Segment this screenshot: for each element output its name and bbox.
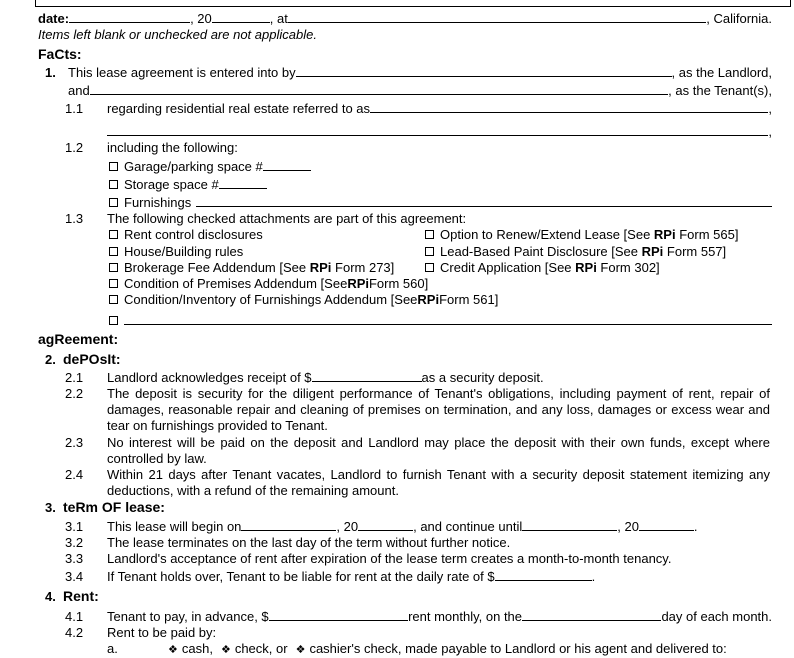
section-3-number: 3. <box>45 500 56 516</box>
credit-application-checkbox-icon[interactable] <box>425 263 434 272</box>
item-2-3-text: No interest will be paid on the deposit and Landlord may place the deposit with their own funds, except where controlled by law. <box>107 434 770 466</box>
brokerage-fee-label-post: Form 273] <box>331 259 395 275</box>
item-3-1-number: 3.1 <box>65 518 84 534</box>
year-prefix: , 20 <box>190 11 212 26</box>
rpi-brand: RPi <box>347 276 369 292</box>
item-3-1-period: . <box>693 518 698 534</box>
and-label: and <box>68 82 90 98</box>
item-1-1-continuation <box>0 122 772 140</box>
item-1-2-text: including the following: <box>107 140 238 156</box>
check-label: check, or <box>234 641 288 657</box>
city-blank[interactable] <box>288 9 706 23</box>
storage-checkbox-icon[interactable] <box>109 180 118 189</box>
storage-label: Storage space # <box>124 176 219 192</box>
date-label: date: <box>38 11 70 26</box>
monthly-rent-blank[interactable] <box>269 607 408 621</box>
item-3-3-text: Landlord's acceptance of rent after expiration of the lease term creates a month-to-month tenancy. <box>107 551 672 567</box>
item-3-1-text-2: , 20 <box>336 518 359 534</box>
condition-premises-checkbox-icon[interactable] <box>109 279 118 288</box>
attachments-row-2 <box>0 244 772 260</box>
item-2-4 <box>0 467 772 499</box>
section-3-heading <box>0 499 772 516</box>
check-diamond-checkbox-icon[interactable]: ❖ <box>220 643 231 657</box>
tenant-name-blank[interactable] <box>90 81 668 95</box>
item-1-1-text: regarding residential real estate referred to as <box>107 101 371 117</box>
landlord-suffix: , as the Landlord, <box>671 64 772 80</box>
attachment-other-row <box>0 311 772 325</box>
cashiers-check-label: cashier's check, made payable to Landlord or his agent and delivered to: <box>309 641 727 657</box>
lease-end-date-blank[interactable] <box>522 517 617 531</box>
furnishings-label: Furnishings <box>124 195 192 211</box>
lead-paint-label-post: Form 557] <box>663 243 727 259</box>
attachment-option-renew <box>425 227 772 243</box>
garage-number-blank[interactable] <box>263 157 311 171</box>
item-1-line-2 <box>0 81 772 99</box>
attachments-row-3 <box>0 260 772 276</box>
item-2-1 <box>0 368 772 386</box>
rent-due-day-blank[interactable] <box>522 607 661 621</box>
section-2-number: 2. <box>45 351 56 367</box>
property-description-blank-2[interactable] <box>107 122 768 136</box>
item-1-1-comma: , <box>768 101 772 117</box>
date-blank[interactable] <box>69 9 190 23</box>
item-1-1 <box>0 99 772 117</box>
item-3-1-text-4: , 20 <box>617 518 639 534</box>
item-4-2 <box>0 625 772 641</box>
lead-paint-label: Lead-Based Paint Disclosure [See <box>440 243 642 259</box>
item-1-1-comma-2: , <box>768 124 772 140</box>
option-renew-checkbox-icon[interactable] <box>425 230 434 239</box>
agreement-heading: agReement: <box>38 331 119 348</box>
brokerage-fee-checkbox-icon[interactable] <box>109 263 118 272</box>
item-2-3-number: 2.3 <box>65 434 84 450</box>
section-3-title: teRm OF lease: <box>63 499 165 516</box>
item-1-line-1 <box>0 63 772 81</box>
item-4-1-text-1: Tenant to pay, in advance, $ <box>107 608 269 624</box>
item-2-3 <box>0 435 772 467</box>
condition-inventory-label-post: Form 561] <box>439 292 499 308</box>
rpi-brand: RPi <box>417 292 440 308</box>
attachment-credit-application <box>425 260 772 276</box>
furnishings-checkbox-icon[interactable] <box>109 198 118 207</box>
item-3-4-number: 3.4 <box>65 569 84 585</box>
item-1-3-text: The following checked attachments are part of this agreement: <box>107 211 467 227</box>
lease-begin-date-blank[interactable] <box>241 517 336 531</box>
item-4-1-number: 4.1 <box>65 608 84 624</box>
item-3-4-period: . <box>591 569 596 585</box>
rpi-brand: RPi <box>641 243 664 259</box>
section-4-number: 4. <box>45 588 56 604</box>
credit-application-label-post: Form 302] <box>596 259 660 275</box>
attachment-house-rules <box>109 244 425 260</box>
state-suffix: , California. <box>706 11 772 26</box>
rpi-brand: RPi <box>653 227 676 243</box>
item-1-1-number: 1.1 <box>65 101 84 117</box>
attachment-rent-control <box>109 227 425 243</box>
rpi-brand: RPi <box>309 259 332 275</box>
cash-diamond-checkbox-icon[interactable]: ❖ <box>168 643 178 657</box>
section-2-heading <box>0 351 772 368</box>
option-renew-label-post: Form 565] <box>675 227 739 243</box>
facts-heading: FaCts: <box>38 46 82 63</box>
item-1-3 <box>0 211 772 227</box>
rpi-brand: RPi <box>575 259 597 275</box>
item-2-2-number: 2.2 <box>65 386 84 402</box>
brokerage-fee-label: Brokerage Fee Addendum [See <box>124 259 310 275</box>
item-3-1-text-1: This lease will begin on <box>107 518 242 534</box>
lease-end-year-blank[interactable] <box>639 517 694 531</box>
garage-option-row <box>0 157 772 175</box>
garage-label: Garage/parking space # <box>124 158 263 174</box>
item-1-number: 1. <box>45 64 56 80</box>
item-2-2-text: The deposit is security for the diligent performance of Tenant's obligations, including payment of rent, repair of damages, reasonable repair and cleaning of premises on termination, and any loss, damages or excess wear and tear on furnishings provided to Tenant. <box>107 386 770 434</box>
item-3-2-number: 3.2 <box>65 534 84 550</box>
item-4-2-a <box>0 641 772 658</box>
item-3-1 <box>0 517 772 535</box>
section-4-title: Rent: <box>63 587 99 604</box>
storage-option-row <box>0 175 772 193</box>
section-4-heading <box>0 588 772 605</box>
attachments-row-1 <box>0 227 772 243</box>
date-line <box>38 9 772 27</box>
deposit-amount-blank[interactable] <box>312 368 422 382</box>
item-3-4-text: If Tenant holds over, Tenant to be liable for rent at the daily rate of $ <box>107 569 495 585</box>
furnishings-option-row <box>0 193 772 211</box>
item-3-3-number: 3.3 <box>65 551 84 567</box>
item-1-2-number: 1.2 <box>65 140 84 156</box>
item-3-4 <box>0 567 772 585</box>
item-4-1 <box>0 607 772 625</box>
item-3-3 <box>0 551 772 567</box>
furnishings-blank[interactable] <box>196 193 772 207</box>
condition-inventory-label: Condition/Inventory of Furnishings Addendum [See <box>124 292 418 308</box>
section-2-title: dePOsIt: <box>63 350 121 367</box>
condition-premises-label: Condition of Premises Addendum [See <box>124 276 348 292</box>
blank-items-note: Items left blank or unchecked are not applicable. <box>38 27 317 43</box>
attachment-condition-premises <box>0 276 772 292</box>
tenant-suffix: , as the Tenant(s), <box>668 82 772 98</box>
property-description-blank[interactable] <box>370 99 768 113</box>
item-2-1-text: Landlord acknowledges receipt of $ <box>107 369 312 385</box>
item-1-text: This lease agreement is entered into by <box>68 64 296 80</box>
rent-control-checkbox-icon[interactable] <box>109 230 118 239</box>
at-prefix: , at <box>269 11 288 26</box>
item-4-1-text-3: day of each month. <box>661 608 773 624</box>
item-3-1-text-3: , and continue until <box>413 518 523 534</box>
garage-checkbox-icon[interactable] <box>109 162 118 171</box>
lead-paint-checkbox-icon[interactable] <box>425 247 434 256</box>
attachment-lead-paint <box>425 244 772 260</box>
item-3-2 <box>0 535 772 551</box>
credit-application-label: Credit Application [See <box>440 259 576 275</box>
item-2-2 <box>0 386 772 435</box>
cashiers-check-diamond-checkbox-icon[interactable]: ❖ <box>295 643 306 657</box>
condition-inventory-checkbox-icon[interactable] <box>109 295 118 304</box>
item-4-2-number: 4.2 <box>65 624 84 640</box>
rent-control-label: Rent control disclosures <box>124 227 263 243</box>
option-renew-label: Option to Renew/Extend Lease [See <box>440 227 654 243</box>
item-4-2-text: Rent to be paid by: <box>107 624 217 640</box>
condition-premises-label-post: Form 560] <box>368 276 429 292</box>
item-2-1-number: 2.1 <box>65 369 84 385</box>
other-attachment-blank[interactable] <box>124 311 772 325</box>
item-1-2 <box>0 140 772 156</box>
item-3-2-text: The lease terminates on the last day of the term without further notice. <box>107 534 511 550</box>
item-4-2-a-number: a. <box>107 641 118 657</box>
form-header-box-bottom <box>35 0 791 7</box>
item-2-1-text-2: as a security deposit. <box>421 369 544 385</box>
item-2-4-number: 2.4 <box>65 467 84 483</box>
daily-rate-blank[interactable] <box>495 567 592 581</box>
year-blank[interactable] <box>212 9 270 23</box>
item-2-4-text: Within 21 days after Tenant vacates, Landlord to furnish Tenant with a security deposit statement itemizing any deductions, with a refund of the remaining amount. <box>107 467 770 499</box>
item-1-3-number: 1.3 <box>65 211 84 227</box>
house-rules-label: House/Building rules <box>124 243 244 259</box>
house-rules-checkbox-icon[interactable] <box>109 247 118 256</box>
landlord-name-blank[interactable] <box>296 63 672 77</box>
other-attachment-checkbox-icon[interactable] <box>109 316 118 325</box>
lease-begin-year-blank[interactable] <box>358 517 413 531</box>
item-4-1-text-2: rent monthly, on the <box>408 608 523 624</box>
cash-label: cash, <box>181 641 213 657</box>
attachment-condition-inventory <box>0 292 772 308</box>
storage-number-blank[interactable] <box>219 175 267 189</box>
attachment-brokerage-fee <box>109 260 425 276</box>
